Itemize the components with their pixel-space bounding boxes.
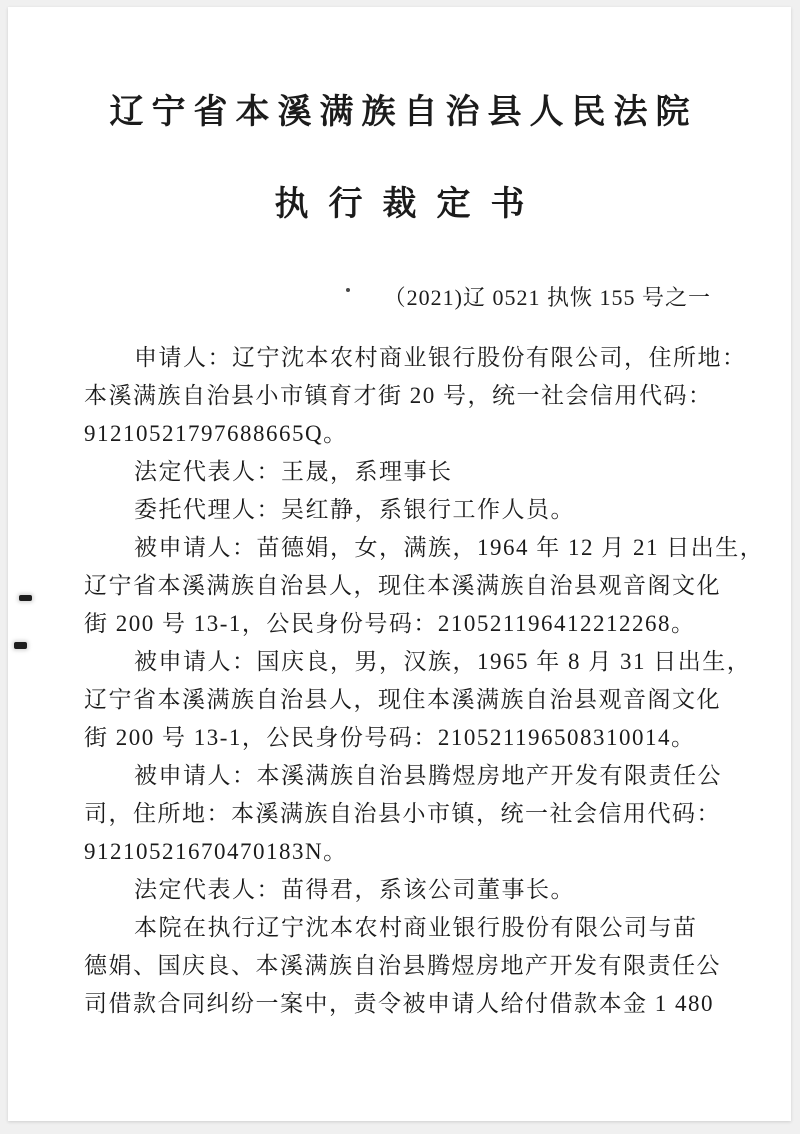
document-line: 本溪满族自治县小市镇育才街 20 号，统一社会信用代码： bbox=[84, 383, 713, 408]
document-line: 街 200 号 13-1，公民身份号码：210521196508310014。 bbox=[84, 725, 696, 750]
document-line: 司，住所地：本溪满族自治县小市镇，统一社会信用代码： bbox=[84, 801, 721, 826]
document-line: 被申请人：国庆良，男，汉族，1965 年 8 月 31 日出生， bbox=[134, 649, 752, 674]
document-line: 被申请人：苗德娟，女，满族，1964 年 12 月 21 日出生， bbox=[134, 535, 765, 560]
ink-smudge-mark bbox=[14, 642, 27, 649]
ink-smudge-mark bbox=[19, 595, 32, 601]
document-line: 德娟、国庆良、本溪满族自治县腾煜房地产开发有限责任公 bbox=[84, 953, 721, 978]
document-line: 被申请人：本溪满族自治县腾煜房地产开发有限责任公 bbox=[134, 763, 722, 788]
document-line: 司借款合同纠纷一案中，责令被申请人给付借款本金 1 480 bbox=[84, 991, 714, 1016]
case-number: （2021)辽 0521 执恢 155 号之一 bbox=[383, 285, 711, 310]
document-page bbox=[8, 7, 791, 1121]
scan-speck bbox=[346, 288, 350, 292]
document-line: 91210521797688665Q。 bbox=[84, 421, 348, 446]
document-line: 申请人：辽宁沈本农村商业银行股份有限公司，住所地： bbox=[134, 345, 747, 370]
document-line: 91210521670470183N。 bbox=[84, 839, 348, 864]
document-line: 辽宁省本溪满族自治县人，现住本溪满族自治县观音阁文化 bbox=[84, 573, 721, 598]
document-line: 本院在执行辽宁沈本农村商业银行股份有限公司与苗 bbox=[134, 915, 698, 940]
court-name-heading: 辽宁省本溪满族自治县人民法院 bbox=[109, 94, 698, 131]
document-title: 执行裁定书 bbox=[274, 186, 545, 223]
document-line: 委托代理人：吴红静，系银行工作人员。 bbox=[134, 497, 575, 522]
document-content bbox=[8, 7, 791, 1023]
document-line: 辽宁省本溪满族自治县人，现住本溪满族自治县观音阁文化 bbox=[84, 687, 721, 712]
document-line: 法定代表人：王晟，系理事长 bbox=[134, 459, 453, 484]
document-body bbox=[84, 339, 765, 1023]
document-line: 法定代表人：苗得君，系该公司董事长。 bbox=[134, 877, 575, 902]
document-line: 街 200 号 13-1，公民身份号码：210521196412212268。 bbox=[84, 611, 696, 636]
